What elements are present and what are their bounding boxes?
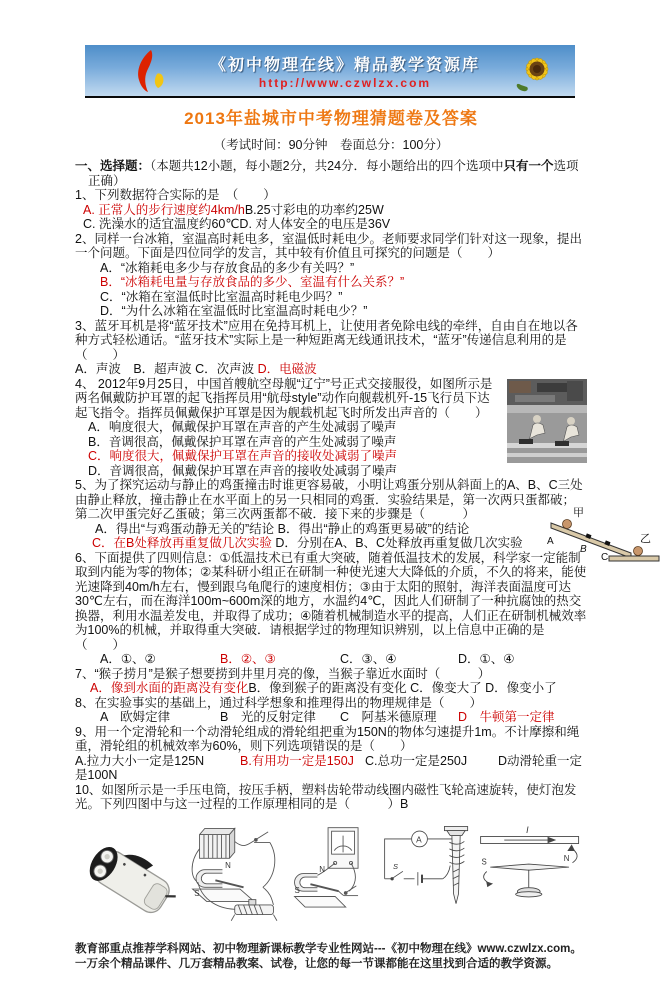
magnet-b-south-label: S	[294, 885, 300, 895]
circuit-diagram-a	[189, 824, 284, 926]
question-8-option-c: C 阿基米德原理	[340, 710, 437, 724]
question-1-options-cd: C. 洗澡水的适宜温度约60℃D. 对人体安全的电压是36V	[83, 217, 391, 231]
ammeter-label: A	[416, 833, 422, 844]
question-10	[75, 783, 587, 812]
question-2-option-d: D．“为什么冰箱在室温低时比室温高时耗电少？”	[100, 304, 368, 318]
question-6-option-b: B．②、③	[220, 652, 276, 666]
section-heading	[75, 159, 587, 188]
question-7-option-a: A．像到水面的距离没有变化	[90, 681, 249, 695]
incline-point-a-label: A	[547, 536, 554, 547]
question-10-stem: 10、如图所示是一手压电筒，按压手柄，塑料齿轮带动线圈内磁性飞轮高速旋转，使灯泡发光。下列四图中与这一过程的工作原理相同的是（ ）	[75, 782, 577, 811]
question-3-stem: 3、蓝牙耳机是将“蓝牙技术”应用在免持耳机上，让使用者免除电线的牵绊，自由自在地以各种方式轻松通话。“蓝牙技术”实际上是一种短距离无线通讯技术，“蓝牙”传递信息利用的是（ ）	[75, 318, 578, 362]
question-6	[75, 551, 587, 667]
question-4-stem: 4、 2012年9月25日，中国首艘航空母舰“辽宁”号正式交接服役，如图所示是两名佩戴防护耳罩的起飞指挥员用“航母style”动作向舰载机歼-15飞行员下达起飞指令。指挥员佩戴保护耳罩是因为舰载机起飞时所发出声音的（ ）	[75, 376, 493, 420]
question-9	[75, 725, 587, 783]
section-intro: （本题共12小题，每小题2分，共24分．每小题给出的四个选项中	[150, 159, 504, 173]
question-2-stem: 2、同样一台冰箱，室温高时耗电多，室温低时耗电少。老师要求同学们针对这一现象，提出一个问题。下面是四位同学的发言，其中较有价值且可探究的问题是（ ）	[75, 231, 582, 260]
incline-point-c-label: C	[601, 552, 609, 563]
question-6-stem: 6、下面提供了四则信息：①低温技术已有重大突破，随着低温技术的发展，科学家一定能制取到内能为零的物体；②某科研小组正在研制一种使光速大大降低的介质，不久的将来，能使光速降到40m/h左右，慢到跟乌龟爬行的速度相仿；③由于太阳的照射，海洋表面温度可达30℃左右，而在海洋100m~600m深的地方，水温约4℃，因此人们研制了一种抗腐蚀的热交换器，利用水温差发电，并取得了成功；④随着机械制造水平的提高，人们正在研制机械效率为100%的机械，并取得重大突破．请根据学过的物理知识辨别，以上信息中正确的是（ ）	[75, 550, 587, 652]
site-banner	[85, 45, 575, 98]
question-8-option-b: B 光的反射定律	[220, 710, 316, 724]
question-1-stem: 1、下列数据符合实际的是 （ ）	[75, 188, 276, 202]
footer-promo-text: 教育部重点推荐学科网站、初中物理新课标教学专业性网站---《初中物理在线》www.czwlzx.com。一万余个精品课件、几万套精品教案、试卷，让您的每一节课都能在这里找到合适的教学资源。	[75, 942, 582, 970]
question-4-option-d: D．音调很高，佩戴保护耳罩在声音的接收处减弱了噪声	[88, 463, 398, 478]
exam-info: （考试时间：90分钟 卷面总分：100分）	[213, 138, 449, 152]
oersted-diagram	[478, 824, 583, 912]
circuit-diagram-c	[373, 824, 471, 912]
question-9-option-c: C.总功一定是250J	[365, 753, 468, 768]
magnet-b-north-label: N	[319, 864, 325, 874]
question-6-option-d: D．①、④	[458, 652, 515, 666]
banner-site-title: 《初中物理在线》精品教学资源库	[209, 56, 480, 74]
page-title: 2013年盐城市中考物理猜题卷及答案	[184, 109, 478, 128]
question-6-option-a: A．①、②	[100, 652, 156, 666]
question-8-option-d: D 牛顿第一定律	[458, 710, 555, 724]
banner-text	[179, 52, 511, 90]
question-9-option-d: D动滑轮重一定是100N	[75, 753, 583, 782]
magnet-a-south-label: S	[194, 888, 200, 898]
question-7-options-bcd: B．像到猴子的距离没有变化 C．像变大了 D．像变小了	[248, 681, 557, 695]
question-8-option-a: A 欧姆定律	[100, 710, 171, 724]
question-6-options	[75, 652, 587, 667]
compass-south-label: S	[481, 857, 487, 866]
question-2-option-c: C．“冰箱在室温低时比室温高时耗电少吗？”	[100, 289, 343, 304]
question-6-option-c: C．③、④	[340, 652, 397, 666]
carrier-style-photo	[507, 379, 587, 463]
circuit-diagram-b	[291, 824, 366, 924]
flashlight-photo	[77, 824, 182, 932]
question-8	[75, 696, 587, 725]
egg-incline-diagram	[543, 504, 659, 572]
question-2	[75, 232, 587, 319]
switch-c-label: S	[392, 861, 398, 871]
question-3	[75, 319, 587, 377]
question-4	[75, 377, 587, 479]
question-10-figures	[77, 824, 587, 932]
question-9-option-b: B.有用功一定是150J	[240, 753, 354, 768]
question-2-option-b: B．“冰箱耗电量与存放食品的多少、室温有什么关系？”	[100, 275, 405, 289]
exam-paper-page	[0, 45, 661, 972]
question-7	[75, 667, 587, 696]
section-intro-tail: 选项正确）	[88, 159, 579, 188]
question-3-option-d: D．电磁波	[257, 362, 317, 376]
egg-yi-label: 乙	[640, 533, 651, 545]
question-9-option-a: A.拉力大小一定是125N	[75, 753, 205, 768]
question-5-options-ab: A．得出“与鸡蛋动静无关的”结论 B．得出“静止的鸡蛋更易破”的结论	[95, 521, 470, 536]
sunflower-icon	[511, 47, 561, 95]
question-5-option-d: D．分别在A、B、C处释放再重复做几次实验	[271, 536, 523, 550]
site-logo-icon	[127, 48, 179, 94]
question-1-option-a: A. 正常人的步行速度约4km/h	[83, 202, 245, 217]
question-9-stem: 9、用一个定滑轮和一个动滑轮组成的滑轮组把重为150N的物体匀速提升1m。不计摩擦和绳重，滑轮组的机械效率为60%，则下列选项错误的是（ ）	[75, 724, 580, 753]
question-2-option-a: A．“冰箱耗电多少与存放食品的多少有关吗？”	[100, 260, 355, 275]
question-5-option-c: C．在B处释放再重复做几次实验	[92, 536, 272, 550]
incline-point-b-label: B	[580, 544, 587, 555]
question-1	[75, 188, 587, 232]
question-4-option-a: A．响度很大，佩戴保护耳罩在声音的产生处减弱了噪声	[88, 420, 397, 434]
question-4-option-b: B．音调很高，佩戴保护耳罩在声音的产生处减弱了噪声	[88, 434, 397, 449]
section-intro-bold: 只有一个	[503, 159, 554, 173]
egg-jia-label: 甲	[573, 507, 584, 519]
question-8-options	[75, 710, 587, 725]
question-9-options	[75, 754, 582, 783]
banner-site-url: http://www.czwlzx.com	[258, 75, 432, 90]
question-5-stem: 5、为了探究运动与静止的鸡蛋撞击时谁更容易破，小明让鸡蛋分别从斜面上的A、B、C三处由静止释放，撞击静止在水平面上的另一只相同的鸡蛋．实验结果是，第一次两只蛋都破；第二次甲蛋完好乙蛋破；第三次两蛋都不破．接下来的步骤是（ ）	[75, 478, 583, 521]
section-label: 一、选择题：	[75, 159, 151, 173]
question-10-answer: B	[400, 797, 409, 811]
question-8-stem: 8、在实验事实的基础上，通过科学想象和推理得出的物理规律是（ ）	[75, 695, 482, 710]
question-7-stem: 7、“猴子捞月”是猴子想要捞到井里月亮的像，当猴子靠近水面时（ ）	[75, 666, 491, 681]
magnet-a-north-label: N	[225, 860, 231, 870]
question-4-option-c: C．响度很大，佩戴保护耳罩在声音的接收处减弱了噪声	[88, 449, 398, 463]
current-label: I	[526, 824, 529, 835]
compass-north-label: N	[563, 853, 570, 863]
question-1-option-b: B.25寸彩电的功率约25W	[244, 202, 384, 217]
question-5	[75, 478, 651, 563]
question-3-options-abc: A．声波 B．超声波 C．次声波	[75, 362, 258, 376]
